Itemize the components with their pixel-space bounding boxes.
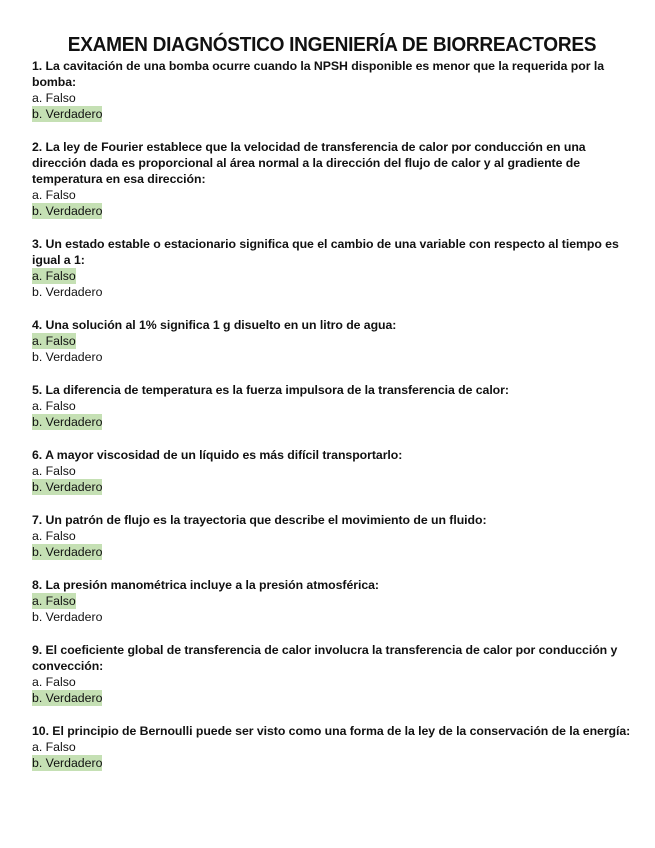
option-b xyxy=(32,284,632,300)
question-text: 8. La presión manométrica incluye a la presión atmosférica: xyxy=(32,578,379,592)
option-a xyxy=(32,90,632,106)
option-label: b. Verdadero xyxy=(32,610,103,624)
option-label: a. Falso xyxy=(32,399,76,413)
option-a xyxy=(32,593,632,609)
question-10 xyxy=(32,723,632,771)
question-text: 5. La diferencia de temperatura es la fuerza impulsora de la transferencia de calor: xyxy=(32,383,509,397)
question-8 xyxy=(32,577,632,625)
question-2 xyxy=(32,139,632,219)
option-b xyxy=(32,203,632,219)
option-b xyxy=(32,479,632,495)
option-a xyxy=(32,333,632,349)
option-b xyxy=(32,414,632,430)
question-text: 10. El principio de Bernoulli puede ser visto como una forma de la ley de la conservación de la energía: xyxy=(32,724,631,738)
question-3 xyxy=(32,236,632,300)
page-title: EXAMEN DIAGNÓSTICO INGENIERÍA DE BIORREACTORES xyxy=(67,33,597,56)
option-b xyxy=(32,609,632,625)
document-page xyxy=(32,34,632,788)
option-label: b. Verdadero xyxy=(32,107,103,121)
question-text: 7. Un patrón de flujo es la trayectoria que describe el movimiento de un fluido: xyxy=(32,513,487,527)
option-label: b. Verdadero xyxy=(32,415,103,429)
option-label: b. Verdadero xyxy=(32,756,103,770)
option-label: a. Falso xyxy=(32,188,76,202)
option-b xyxy=(32,690,632,706)
option-b xyxy=(32,755,632,771)
option-label: b. Verdadero xyxy=(32,480,103,494)
option-a xyxy=(32,463,632,479)
option-label: b. Verdadero xyxy=(32,285,103,299)
option-label: b. Verdadero xyxy=(32,545,103,559)
option-label: a. Falso xyxy=(32,529,76,543)
option-label: a. Falso xyxy=(32,269,76,283)
option-a xyxy=(32,398,632,414)
option-a xyxy=(32,674,632,690)
question-1 xyxy=(32,58,632,122)
option-a xyxy=(32,739,632,755)
option-b xyxy=(32,106,632,122)
option-b xyxy=(32,544,632,560)
option-label: a. Falso xyxy=(32,675,76,689)
option-a xyxy=(32,528,632,544)
question-7 xyxy=(32,512,632,560)
question-9 xyxy=(32,642,632,706)
question-6 xyxy=(32,447,632,495)
question-text: 2. La ley de Fourier establece que la velocidad de transferencia de calor por conducción en una dirección dada es proporcional al área normal a la dirección del flujo de calor y al gradiente de temperatura en esa dirección: xyxy=(32,140,586,186)
question-text: 3. Un estado estable o estacionario significa que el cambio de una variable con respecto al tiempo es igual a 1: xyxy=(32,237,619,267)
option-a xyxy=(32,268,632,284)
question-text: 6. A mayor viscosidad de un líquido es más difícil transportarlo: xyxy=(32,448,403,462)
question-text: 9. El coeficiente global de transferencia de calor involucra la transferencia de calor por conducción y convección: xyxy=(32,643,618,673)
option-label: a. Falso xyxy=(32,334,76,348)
option-b xyxy=(32,349,632,365)
option-label: a. Falso xyxy=(32,740,76,754)
option-label: a. Falso xyxy=(32,464,76,478)
question-text: 1. La cavitación de una bomba ocurre cuando la NPSH disponible es menor que la requerida por la bomba: xyxy=(32,59,604,89)
option-label: b. Verdadero xyxy=(32,350,103,364)
option-label: b. Verdadero xyxy=(32,204,103,218)
option-label: a. Falso xyxy=(32,594,76,608)
option-a xyxy=(32,187,632,203)
option-label: a. Falso xyxy=(32,91,76,105)
question-text: 4. Una solución al 1% significa 1 g disuelto en un litro de agua: xyxy=(32,318,397,332)
question-4 xyxy=(32,317,632,365)
question-5 xyxy=(32,382,632,430)
option-label: b. Verdadero xyxy=(32,691,103,705)
